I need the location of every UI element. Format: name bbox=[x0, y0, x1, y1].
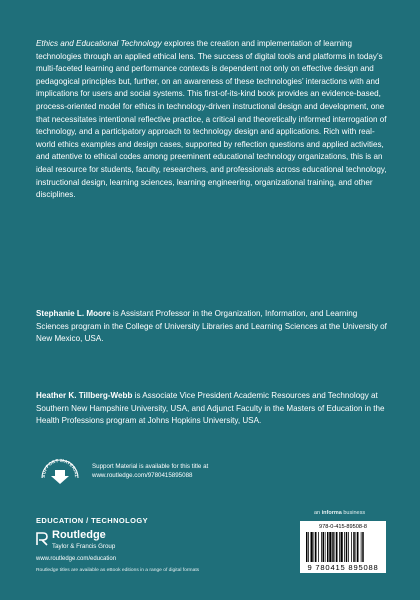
barcode-bar bbox=[325, 532, 326, 562]
barcode-bar bbox=[336, 532, 338, 562]
isbn-bottom-text: 9 780415 895088 bbox=[307, 563, 379, 572]
support-line1: Support Material is available for this title at bbox=[92, 463, 209, 470]
barcode-bar bbox=[306, 532, 308, 562]
barcode-bar bbox=[361, 532, 362, 562]
isbn-top-text: 978-0-415-89508-8 bbox=[319, 524, 367, 530]
author-bio-text: is Assistant Professor in the Organization, Information, and Learning Sciences program in the College of University Libraries and Learning Sciences at the University of New Mexico, USA. bbox=[36, 309, 387, 344]
author-bio-tillberg-webb bbox=[36, 390, 388, 428]
barcode-bars bbox=[306, 532, 382, 562]
barcode-bar bbox=[351, 532, 352, 562]
support-url[interactable]: www.routledge.com/9780415895088 bbox=[92, 472, 193, 479]
isbn-barcode bbox=[300, 521, 386, 573]
author-name: Stephanie L. Moore bbox=[36, 309, 111, 318]
book-description bbox=[36, 38, 388, 202]
barcode-bar bbox=[339, 532, 340, 562]
barcode-bar bbox=[357, 532, 359, 562]
barcode-bar bbox=[346, 532, 348, 562]
author-bio-moore bbox=[36, 308, 388, 346]
barcode-bar bbox=[353, 532, 355, 562]
description-text: explores the creation and implementation of learning technologies through an applied ethical lens. The success of digital tools and platforms in today’s multi-faceted learning and performance contexts is dependent not only on effective design and pedagogical principles but, further, on an awareness of these technologies’ interactions with and implications for users and social systems. This first-of-its-kind book provides an evidence-based, process-oriented model for ethics in technology-driven instructional design and development, one that necessitates intentional reflective practice, a critical and theoretically informed interrogation of technology, and a participatory approach to technology design and applications. Rich with real-world ethics examples and design cases, supported by reflection questions and applied activities, and attentive to ethical codes among preeminent educational technology organizations, this is an ideal resource for students, faculty, researchers, and professionals across educational technology, instructional design, learning sciences, learning engineering, organizational training, and other disciplines. bbox=[36, 39, 387, 200]
barcode-bar bbox=[335, 532, 336, 562]
author-bio-text: is Associate Vice President Academic Resources and Technology at Southern New Hampshire University, USA, and Adjunct Faculty in the Masters of Education in the Health Professions program at Johns Hopkins University, USA. bbox=[36, 391, 385, 426]
publisher-group: Taylor & Francis Group bbox=[52, 543, 116, 550]
support-material-icon bbox=[38, 456, 82, 486]
informa-prefix: an bbox=[314, 510, 322, 516]
barcode-bar bbox=[323, 532, 325, 562]
subject-category: EDUCATION / TECHNOLOGY bbox=[36, 516, 148, 525]
barcode-bar bbox=[327, 532, 329, 562]
barcode-bar bbox=[356, 532, 357, 562]
barcode-bar bbox=[311, 532, 313, 562]
barcode-bar bbox=[318, 532, 319, 562]
publisher-url[interactable]: www.routledge.com/education bbox=[36, 556, 117, 562]
barcode-bar bbox=[321, 532, 322, 562]
book-title-italic: Ethics and Educational Technology bbox=[36, 39, 162, 48]
informa-brand: informa bbox=[321, 510, 342, 516]
barcode-bar bbox=[362, 532, 364, 562]
barcode-bar bbox=[348, 532, 349, 562]
barcode-bar bbox=[329, 532, 331, 562]
barcode-bar bbox=[341, 532, 343, 562]
publisher-name: Routledge bbox=[52, 529, 106, 541]
support-badge-label: SUPPORT MATERIAL bbox=[40, 457, 80, 478]
barcode-bar bbox=[308, 532, 309, 562]
informa-suffix: business bbox=[341, 510, 366, 516]
ebook-note: Routledge titles are available as eBook editions in a range of digital formats bbox=[36, 568, 200, 573]
support-material-note bbox=[92, 462, 292, 480]
barcode-bar bbox=[344, 532, 345, 562]
informa-tagline bbox=[314, 510, 365, 516]
routledge-logo-icon bbox=[36, 532, 48, 546]
author-name: Heather K. Tillberg-Webb bbox=[36, 391, 133, 400]
barcode-bar bbox=[332, 532, 334, 562]
barcode-bar bbox=[315, 532, 317, 562]
barcode-bar bbox=[314, 532, 315, 562]
